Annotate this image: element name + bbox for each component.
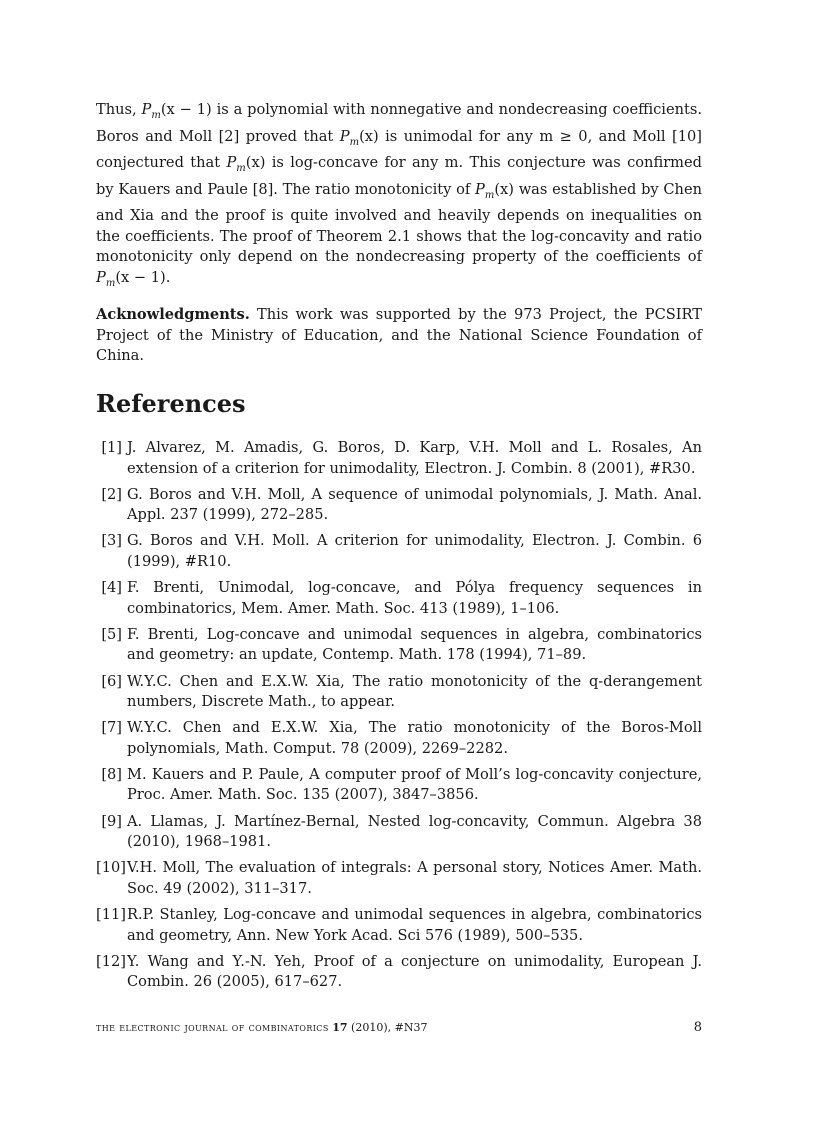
journal-volume: 17 xyxy=(332,1021,348,1034)
intro-paragraph xyxy=(96,100,702,294)
reference-text: Y. Wang and Y.-N. Yeh, Proof of a conjecture on unimodality, European J. Combin. 26 (2005), 617–627. xyxy=(127,952,702,991)
intro-run: P xyxy=(339,127,350,145)
reference-item xyxy=(96,578,702,619)
reference-number: [5] xyxy=(101,625,122,643)
intro-run: (x − 1). xyxy=(115,268,171,286)
intro-run: (x) is log-concave for any m. This conjecture was confirmed by Kauers and Paule [8]. The ratio monotonicity of xyxy=(96,154,702,198)
reference-number: [12] xyxy=(96,952,126,970)
intro-run: m xyxy=(151,109,161,121)
reference-item xyxy=(96,438,702,479)
reference-number: [9] xyxy=(101,812,122,830)
references-heading: References xyxy=(96,389,246,419)
acknowledgments-paragraph xyxy=(96,305,702,367)
reference-text: A. Llamas, J. Martínez-Bernal, Nested log-concavity, Commun. Algebra 38 (2010), 1968–1981. xyxy=(127,812,702,851)
reference-item xyxy=(96,765,702,806)
acknowledgments-text: This work was supported by the 973 Project, the PCSIRT Project of the Ministry of Education, and the National Science Foundation of China. xyxy=(96,306,702,365)
intro-run: P xyxy=(475,180,485,198)
intro-run: (x − 1) is a polynomial with nonnegative and nondecreasing coefficients. Boros and Moll [2] proved that xyxy=(96,101,702,145)
reference-item xyxy=(96,672,702,713)
reference-number: [7] xyxy=(101,719,122,737)
reference-number: [3] xyxy=(101,532,122,550)
reference-text: F. Brenti, Unimodal, log-concave, and Pólya frequency sequences in combinatorics, Mem. Amer. Math. Soc. 413 (1989), 1–106. xyxy=(127,579,702,617)
reference-number: [10] xyxy=(96,859,126,877)
intro-run: m xyxy=(484,189,495,201)
reference-text: F. Brenti, Log-concave and unimodal sequences in algebra, combinatorics and geometry: an update, Contemp. Math. 178 (1994), 71–89. xyxy=(127,625,702,664)
references-list xyxy=(96,438,702,993)
reference-text: V.H. Moll, The evaluation of integrals: A personal story, Notices Amer. Math. Soc. 49 (2002), 311–317. xyxy=(127,859,702,897)
reference-item xyxy=(96,485,702,526)
reference-number: [1] xyxy=(101,439,122,457)
page-number: 8 xyxy=(693,1020,702,1035)
reference-item xyxy=(96,812,702,853)
acknowledgments-label: Acknowledgments. xyxy=(96,306,250,324)
journal-name: the electronic journal of combinatorics xyxy=(96,1021,329,1034)
reference-item xyxy=(96,625,702,666)
reference-text: W.Y.C. Chen and E.X.W. Xia, The ratio monotonicity of the Boros-Moll polynomials, Math. Comput. 78 (2009), 2269–2282. xyxy=(127,719,702,757)
intro-run: m xyxy=(349,136,360,148)
intro-run: m xyxy=(236,162,246,174)
reference-item xyxy=(96,531,702,572)
intro-run: (x) is unimodal for any m ≥ 0, and Moll [10] conjectured that xyxy=(96,127,702,171)
reference-item xyxy=(96,718,702,759)
reference-text: G. Boros and V.H. Moll. A criterion for unimodality, Electron. J. Combin. 6 (1999), #R10. xyxy=(127,532,702,571)
reference-number: [11] xyxy=(96,905,126,923)
page-footer xyxy=(96,1020,702,1036)
intro-run: P xyxy=(96,268,106,286)
reference-item xyxy=(96,905,702,946)
reference-item xyxy=(96,858,702,899)
intro-run: m xyxy=(105,277,116,289)
intro-run: (x) was established by Chen and Xia and the proof is quite involved and heavily depends on inequalities on the coefficients. The proof of Theorem 2.1 shows that the log-concavity and ratio monotonicity only depend on the nondecreasing property of the coefficients of xyxy=(96,180,702,266)
page-body xyxy=(96,100,702,998)
journal-issue: (2010), #N37 xyxy=(347,1021,428,1034)
intro-run: P xyxy=(141,101,152,118)
intro-run: Thus, xyxy=(96,101,142,118)
reference-number: [8] xyxy=(101,765,122,783)
reference-text: W.Y.C. Chen and E.X.W. Xia, The ratio monotonicity of the q-derangement numbers, Discrete Math., to appear. xyxy=(127,672,702,711)
intro-run: P xyxy=(226,154,237,171)
reference-text: J. Alvarez, M. Amadis, G. Boros, D. Karp, V.H. Moll and L. Rosales, An extension of a criterion for unimodality, Electron. J. Combin. 8 (2001), #R30. xyxy=(127,439,702,477)
reference-text: M. Kauers and P. Paule, A computer proof of Moll’s log-concavity conjecture, Proc. Amer. Math. Soc. 135 (2007), 3847–3856. xyxy=(127,765,702,804)
reference-number: [6] xyxy=(101,672,122,690)
reference-item xyxy=(96,952,702,993)
reference-text: R.P. Stanley, Log-concave and unimodal sequences in algebra, combinatorics and geometry, Ann. New York Acad. Sci 576 (1989), 500–535. xyxy=(127,905,702,944)
reference-number: [4] xyxy=(101,579,122,597)
reference-text: G. Boros and V.H. Moll, A sequence of unimodal polynomials, J. Math. Anal. Appl. 237 (1999), 272–285. xyxy=(127,485,702,524)
reference-number: [2] xyxy=(101,485,122,503)
